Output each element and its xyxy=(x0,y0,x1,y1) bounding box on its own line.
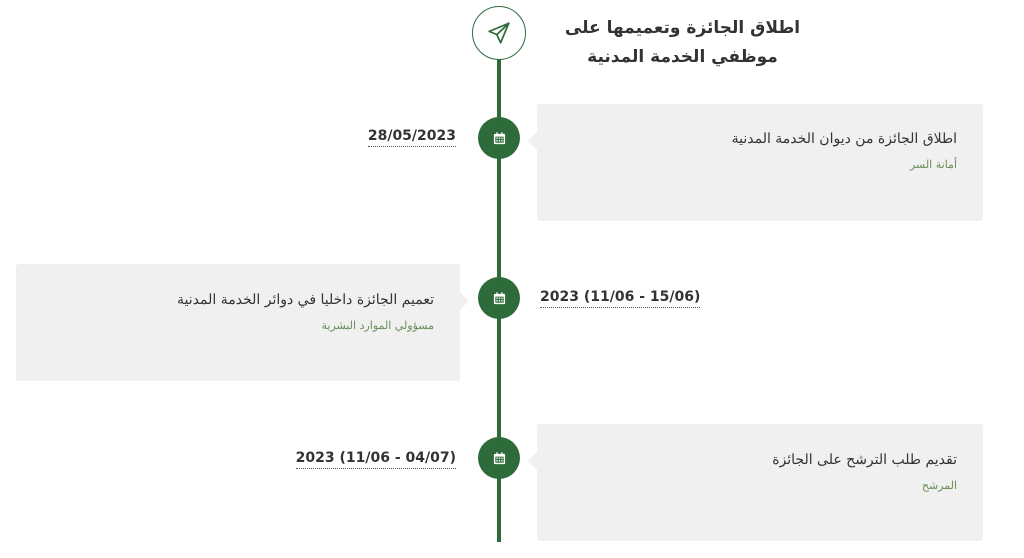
timeline-card xyxy=(537,424,983,541)
paper-plane-icon xyxy=(472,6,526,60)
timeline-card xyxy=(16,264,460,381)
timeline-card xyxy=(537,104,983,221)
event-date: 28/05/2023 xyxy=(368,128,456,147)
calendar-icon xyxy=(478,437,520,479)
event-date: 2023 (11/06 - 04/07) xyxy=(296,450,456,469)
card-role: المرشح xyxy=(921,479,957,492)
calendar-icon xyxy=(478,117,520,159)
calendar-icon xyxy=(478,277,520,319)
card-role: أمانة السر xyxy=(909,158,957,171)
card-title: تعميم الجائزة داخليا في دوائر الخدمة المدنية xyxy=(177,292,434,308)
event-date: 2023 (11/06 - 15/06) xyxy=(540,289,700,308)
card-title: تقديم طلب الترشح على الجائزة xyxy=(772,452,957,468)
card-title: اطلاق الجائزة من ديوان الخدمة المدنية xyxy=(731,131,957,147)
timeline-header-title: اطلاق الجائزة وتعميمها على موظفي الخدمة المدنية xyxy=(564,18,801,67)
card-role: مسؤولي الموارد البشرية xyxy=(321,319,434,332)
